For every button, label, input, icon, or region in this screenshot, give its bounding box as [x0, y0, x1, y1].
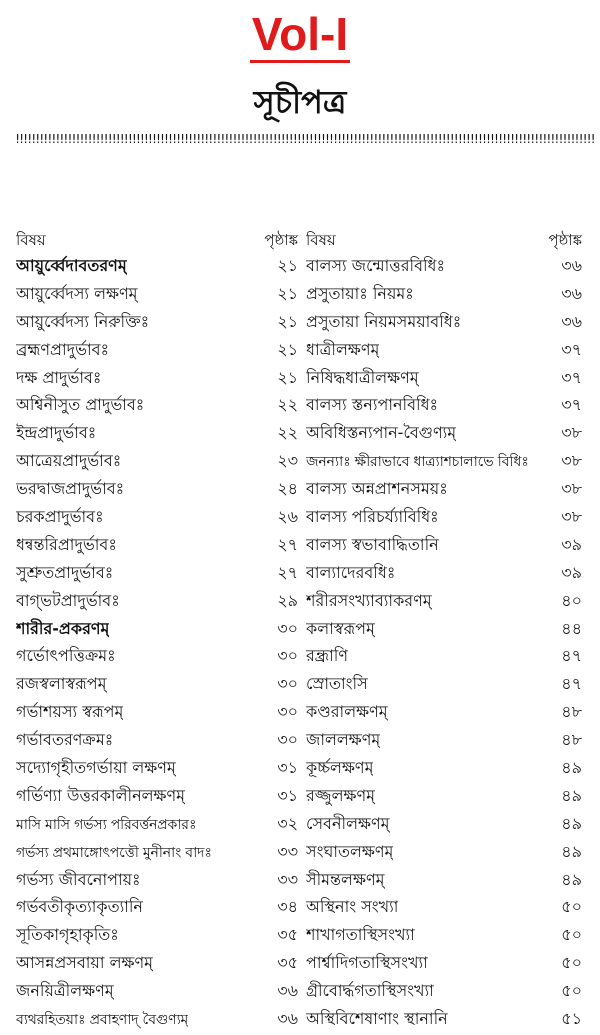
- toc-entry-title: আত্রেয়প্রাদুর্ভাবঃ: [16, 451, 122, 471]
- toc-entry-title: আয়ুর্ব্বেদস্য লক্ষণম্: [16, 283, 138, 303]
- toc-entry-title: সুশ্রুতপ্রাদুর্ভাবঃ: [16, 562, 114, 582]
- toc-column-left: [16, 228, 298, 1033]
- toc-entry-page: ৪৯: [561, 869, 582, 889]
- toc-entry-title: প্রসুতায়া নিয়মসময়াবধিঃ: [306, 311, 462, 331]
- toc-entry-page: ৩০: [277, 702, 298, 722]
- toc-entry: [306, 921, 582, 949]
- toc-entry: [16, 698, 298, 726]
- toc-entry: [306, 475, 582, 503]
- toc-entry-title: শাখাগতাস্থিসংখ্যা: [306, 925, 415, 945]
- toc-entry-page: ৫১: [561, 1009, 582, 1029]
- toc-entry-page: ৩৬: [561, 283, 582, 303]
- toc-entry: [306, 308, 582, 336]
- toc-entry: [16, 866, 298, 894]
- toc-entry-page: ২১: [277, 256, 298, 275]
- toc-entry-title: চরকপ্রাদুর্ভাবঃ: [16, 507, 104, 527]
- toc-entry-title: গর্ভস্য প্রথমাঙ্গোৎপত্তৌ মুনীনাং বাদঃ: [16, 844, 212, 861]
- toc-entry-page: ৩২: [277, 813, 298, 833]
- toc-entry-title: জাললক্ষণম্: [306, 730, 381, 750]
- toc-entry-page: ২৭: [277, 562, 298, 582]
- toc-entry-page: ২১: [277, 283, 298, 303]
- toc-entry-title: অস্থিবিশেষাণাং স্থানানি: [306, 1009, 448, 1029]
- toc-entry: [16, 475, 298, 503]
- toc-entry-title: কূর্চ্চলক্ষণম্: [306, 758, 374, 778]
- toc-entry-title: গ্রীবোর্দ্ধগতাস্থিসংখ্যা: [306, 981, 434, 1001]
- toc-entry-page: ৩৮: [561, 507, 582, 527]
- toc-entry-page: ৩১: [277, 758, 298, 778]
- toc-entry-page: ৩৮: [561, 423, 582, 443]
- toc-entry-page: ৩১: [277, 785, 298, 805]
- toc-entry-title: নিষিদ্ধধাত্রীলক্ষণম্: [306, 367, 419, 387]
- toc-entry: [306, 280, 582, 308]
- toc-entry-title: গর্ভাবতরণক্রমঃ: [16, 730, 114, 750]
- toc-entry-page: ২২: [277, 395, 298, 415]
- toc-entry: [306, 838, 582, 866]
- toc-entry: [16, 336, 298, 364]
- toc-entry: [306, 698, 582, 726]
- page-header: পৃষ্ঠাঙ্ক: [264, 231, 298, 249]
- toc-entry: [306, 670, 582, 698]
- page-heading: সূচীপত্র: [253, 83, 347, 121]
- page-header: পৃষ্ঠাঙ্ক: [548, 231, 582, 249]
- toc-entry-title: জনন্যাঃ ক্ষীরাভাবে ধাত্র্যাশচালাভে বিধিঃ: [306, 454, 529, 471]
- toc-entry-page: ৩৪: [277, 897, 298, 917]
- toc-entry-page: ৪০: [561, 590, 582, 610]
- toc-entry-page: ৫০: [561, 953, 582, 973]
- toc-entry: [16, 587, 298, 615]
- toc-entry: [306, 531, 582, 559]
- toc-entry-title: শরীরসংখ্যাব্যাকরণম্: [306, 590, 432, 610]
- toc-entry-title: অস্থিনাং সংখ্যা: [306, 897, 399, 917]
- toc-entry-page: ৫০: [561, 897, 582, 917]
- toc-entry-page: ৪৯: [561, 758, 582, 778]
- toc-entry-title: প্রসুতায়াঃ নিয়মঃ: [306, 283, 414, 303]
- toc-entry-title: গর্ভোৎপত্তিক্রমঃ: [16, 646, 116, 666]
- subject-header: বিষয়: [16, 231, 46, 249]
- toc-entry: [16, 1005, 298, 1033]
- toc-entry: [16, 921, 298, 949]
- toc-entry-title: মাসি মাসি গর্ভস্য পরিবর্ত্তনপ্রকারঃ: [16, 816, 197, 833]
- toc-entry: [306, 642, 582, 670]
- toc-entry-page: ৩০: [277, 730, 298, 750]
- toc-entry-title: ভরদ্বাজপ্রাদুর্ভাবঃ: [16, 479, 125, 499]
- toc-entry: [16, 280, 298, 308]
- toc-entry: [306, 949, 582, 977]
- toc-entry-page: ৪৮: [561, 730, 582, 750]
- toc-entry-page: ৩৬: [277, 981, 298, 1001]
- toc-entry-title: গর্ভবতীকৃত্যাকৃত্যানি: [16, 897, 143, 917]
- toc-entry: [16, 252, 298, 280]
- toc-entry-title: অবিধিস্তন্যপান-বৈগুণ্যম্: [306, 423, 457, 443]
- toc-entry-page: ৩৬: [561, 256, 582, 275]
- toc-entry-title: সূতিকাগৃহাকৃতিঃ: [16, 925, 119, 945]
- toc-entry: [306, 754, 582, 782]
- toc-entry-title: ব্যথরহিতয়াঃ প্রবাহণাদ্ বৈগুণ্যম্: [16, 1012, 189, 1029]
- toc-entry-title: দক্ষ প্রাদুর্ভাবঃ: [16, 367, 102, 387]
- toc-entry: [16, 893, 298, 921]
- toc-entry: [16, 782, 298, 810]
- toc-entry: [306, 615, 582, 643]
- toc-entry-page: ৩৫: [277, 925, 298, 945]
- toc-entry-page: ৩৯: [561, 534, 582, 554]
- toc-entry-title: রজস্বলাস্বরূপম্: [16, 674, 107, 694]
- toc-entry-title: গর্ভিণ্যা উত্তরকালীনলক্ষণম্: [16, 785, 186, 805]
- toc-entry: [16, 642, 298, 670]
- toc-entry-page: ৩৩: [277, 869, 298, 889]
- toc-entry-page: ৪৭: [561, 674, 582, 694]
- volume-title-text: Vol-I: [250, 8, 350, 63]
- toc-entry-title: জনয়িত্রীলক্ষণম্: [16, 981, 114, 1001]
- toc-entry: [16, 308, 298, 336]
- toc-entry-page: ২৯: [277, 590, 298, 610]
- toc-entry-page: ২৬: [277, 507, 298, 527]
- toc-entry-title: বাগ্ভটপ্রাদুর্ভাবঃ: [16, 590, 120, 610]
- toc-entry-title: বালস্য অন্নপ্রাশনসময়ঃ: [306, 479, 448, 499]
- toc-entry: [16, 838, 298, 866]
- toc-entry-title: ধাত্রীলক্ষণম্: [306, 339, 380, 359]
- toc-entry-page: ৫০: [561, 925, 582, 945]
- toc-entry: [16, 810, 298, 838]
- toc-entry-page: ২১: [277, 367, 298, 387]
- toc-list-left: [16, 252, 298, 1033]
- toc-entry: [306, 419, 582, 447]
- toc-list-right: [306, 252, 582, 1033]
- toc-entry-title: আসন্নপ্রসবায়া লক্ষণম্: [16, 953, 154, 973]
- toc-entry: [306, 391, 582, 419]
- toc-entry-page: ২৭: [277, 534, 298, 554]
- toc-entry-page: ৩০: [277, 646, 298, 666]
- toc-entry-title: রজ্জুলক্ষণম্: [306, 785, 376, 805]
- toc-entry-page: ৩৬: [561, 311, 582, 331]
- toc-entry-page: ৩৮: [561, 479, 582, 499]
- toc-entry-title: বালস্য পরিচর্য্যাবিধিঃ: [306, 507, 439, 527]
- toc-entry-title: রন্ধ্রাণি: [306, 646, 349, 666]
- toc-entry-page: ৪৮: [561, 702, 582, 722]
- subject-header: বিষয়: [306, 231, 336, 249]
- toc-entry-title: অশ্বিনীসুত প্রাদুর্ভাবঃ: [16, 395, 145, 415]
- toc-entry-page: ৪৯: [561, 785, 582, 805]
- toc-entry-title: গর্ভাশয়স্য স্বরূপম্: [16, 702, 124, 722]
- toc-entry-title: আয়ুর্ব্বেদাবতরণম্: [16, 256, 127, 275]
- toc-entry: [306, 893, 582, 921]
- toc-entry-title: সেবনীলক্ষণম্: [306, 813, 390, 833]
- toc-entry-title: ইন্দ্রপ্রাদুর্ভাবঃ: [16, 423, 97, 443]
- toc-entry-title: আয়ুর্ব্বেদস্য নিরুক্তিঃ: [16, 311, 150, 331]
- toc-entry: [16, 531, 298, 559]
- toc-entry: [306, 977, 582, 1005]
- toc-entry-title: বালস্য জন্মোত্তরবিধিঃ: [306, 256, 446, 275]
- toc-entry: [306, 1005, 582, 1033]
- toc-entry-title: বালস্য স্বভাবাদ্ধিতানি: [306, 534, 439, 554]
- toc-entry-page: ২৪: [277, 479, 298, 499]
- toc-entry: [306, 559, 582, 587]
- toc-entry-page: ২১: [277, 339, 298, 359]
- toc-entry: [306, 336, 582, 364]
- toc-entry: [306, 587, 582, 615]
- toc-entry: [16, 391, 298, 419]
- toc-entry-page: ৩৭: [561, 339, 582, 359]
- toc-entry: [306, 726, 582, 754]
- toc-entry-page: ৩৬: [277, 1009, 298, 1029]
- toc-entry-title: পার্শ্বাদিগতাস্থিসংখ্যা: [306, 953, 428, 973]
- toc-entry-page: ৩৯: [561, 562, 582, 582]
- toc-entry-page: ৩০: [277, 674, 298, 694]
- toc-entry-page: ২৩: [277, 451, 298, 471]
- toc-entry-page: ৩৫: [277, 953, 298, 973]
- toc-entry: [306, 866, 582, 894]
- toc-entry: [16, 615, 298, 643]
- toc-entry: [306, 447, 582, 475]
- toc-entry-title: সংঘাতলক্ষণম্: [306, 841, 394, 861]
- toc-entry: [16, 670, 298, 698]
- toc-entry: [16, 503, 298, 531]
- toc-entry: [16, 949, 298, 977]
- toc-entry-title: শারীর-প্রকরণম্: [16, 618, 110, 638]
- toc-entry: [16, 977, 298, 1005]
- toc-entry-page: ৪৯: [561, 841, 582, 861]
- toc-entry: [16, 419, 298, 447]
- toc-entry-page: ৩০: [277, 618, 298, 638]
- toc-entry: [16, 364, 298, 392]
- toc-entry: [16, 754, 298, 782]
- toc-entry-page: ৩৭: [561, 367, 582, 387]
- volume-title: [0, 8, 600, 60]
- toc-entry-page: ৪৯: [561, 813, 582, 833]
- toc-entry-page: ২১: [277, 311, 298, 331]
- separator-line: !!!!!!!!!!!!!!!!!!!!!!!!!!!!!!!!!!!!!!!!!!!!!!!!!!!!!!!!!!!!!!!!!!!!!!!!!!!!!!!!!!!!!!!!!!!!!!!!!!!!!!!!!!!!!!!!!!!!!!!!!!!!!!!!!!!!!!!!!!!!!!!!: [14, 132, 594, 146]
- toc-entry: [306, 503, 582, 531]
- toc-entry: [306, 364, 582, 392]
- toc-entry: [306, 252, 582, 280]
- toc-entry-title: ব্রহ্মণপ্রাদুর্ভাবঃ: [16, 339, 110, 359]
- toc-entry: [16, 447, 298, 475]
- toc-entry-page: ২২: [277, 423, 298, 443]
- toc-entry-title: বাল্যাদেরবধিঃ: [306, 562, 396, 582]
- column-header: [306, 228, 582, 252]
- toc-entry: [16, 726, 298, 754]
- toc-entry-page: ৪৭: [561, 646, 582, 666]
- toc-entry-title: ধন্বন্তরিপ্রাদুর্ভাবঃ: [16, 534, 117, 554]
- toc-entry-title: সীমন্তলক্ষণম্: [306, 869, 385, 889]
- toc-entry-title: কলাস্বরূপম্: [306, 618, 375, 638]
- toc-entry-title: স্রোতাংসি: [306, 674, 368, 694]
- toc-entry-page: ৩৮: [561, 451, 582, 471]
- toc-entry-page: ৩৭: [561, 395, 582, 415]
- column-header: [16, 228, 298, 252]
- toc-entry-page: ৫০: [561, 981, 582, 1001]
- toc-entry: [306, 810, 582, 838]
- toc-entry-title: কণ্ডরালক্ষণম্: [306, 702, 388, 722]
- toc-column-right: [306, 228, 582, 1033]
- toc-entry-page: ৩৩: [277, 841, 298, 861]
- toc-entry: [16, 559, 298, 587]
- toc-entry-title: বালস্য স্তন্যপানবিধিঃ: [306, 395, 439, 415]
- toc-entry-title: গর্ভস্য জীবনোপায়ঃ: [16, 869, 141, 889]
- toc-entry: [306, 782, 582, 810]
- toc-entry-page: ৪৪: [561, 618, 582, 638]
- toc-entry-title: সদ্যোগৃহীতগর্ভায়া লক্ষণম্: [16, 758, 176, 778]
